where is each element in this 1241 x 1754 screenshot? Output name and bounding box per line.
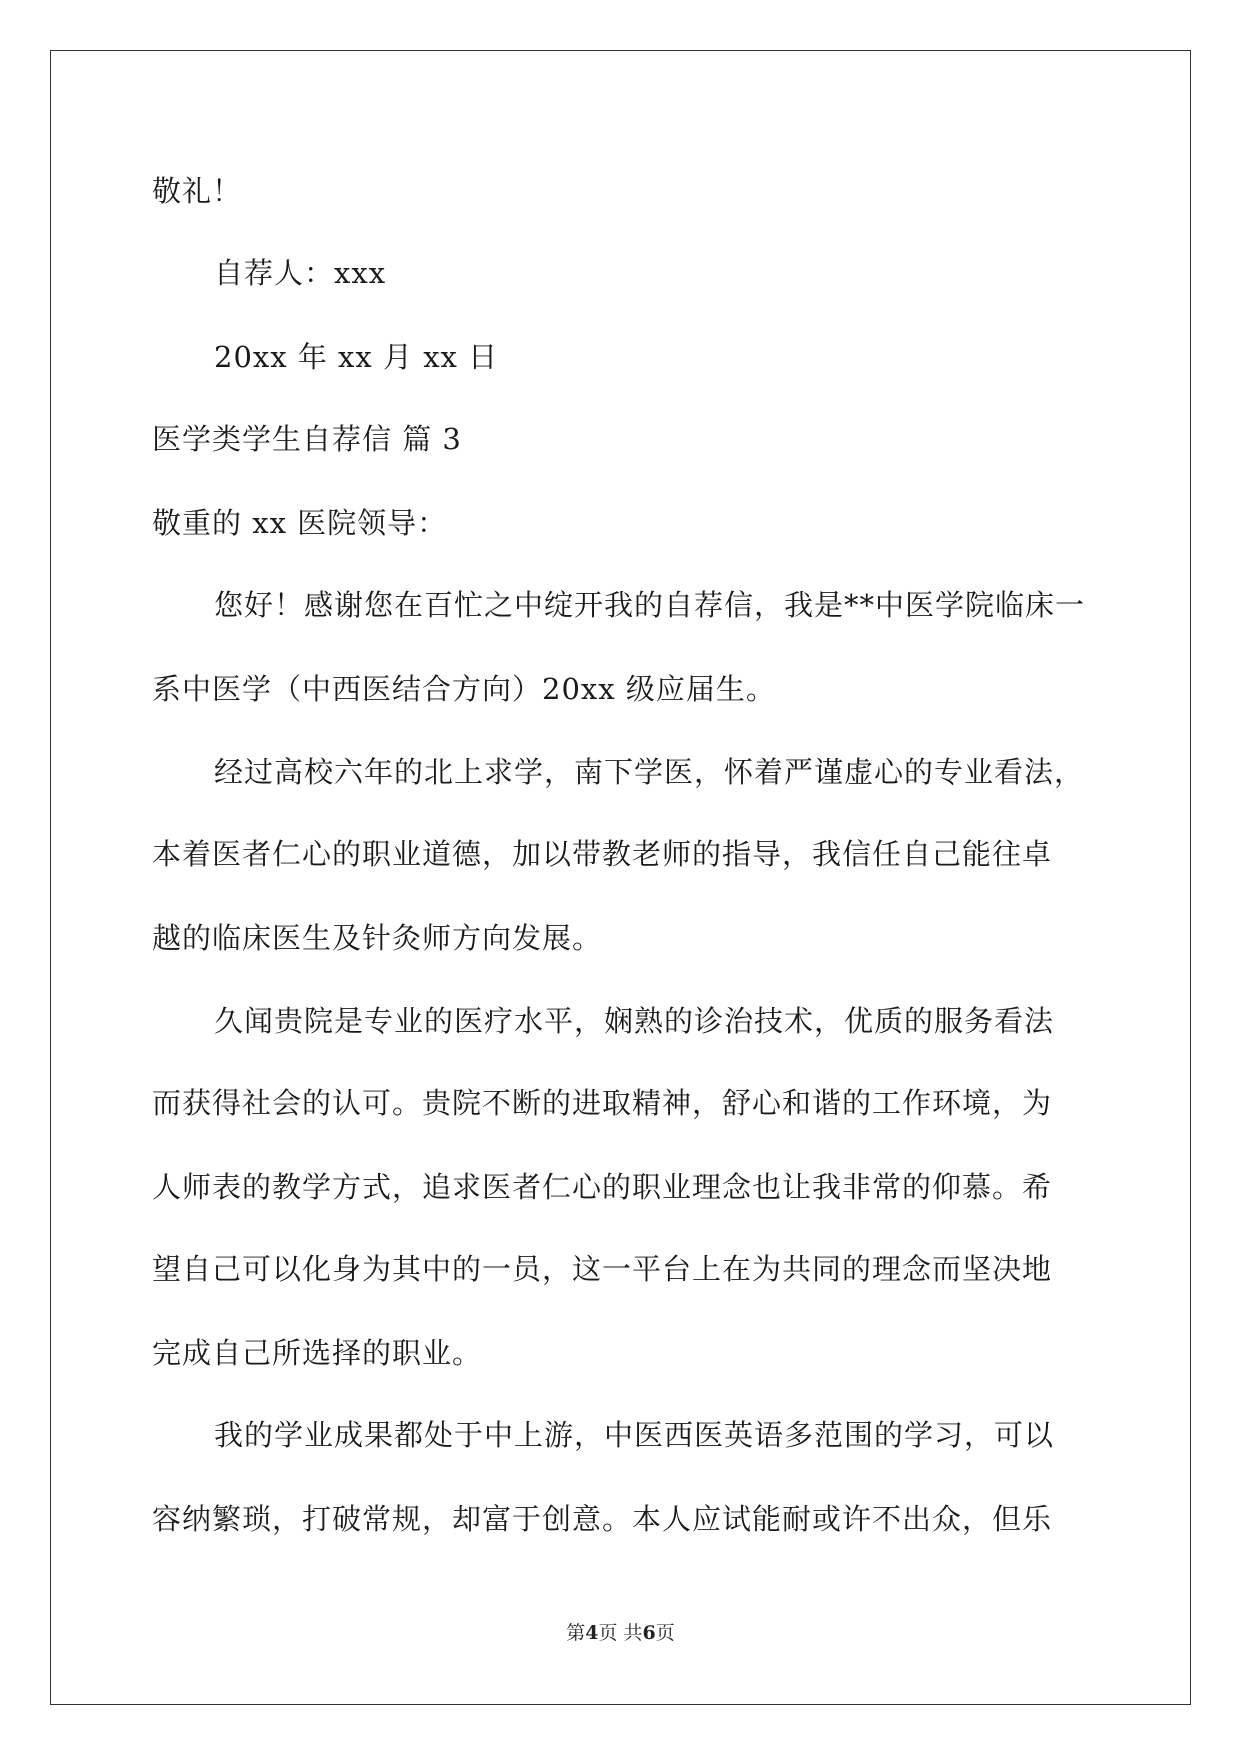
paragraph-line: 我的学业成果都处于中上游，中医西医英语多范围的学习，可以 [214, 1418, 1055, 1452]
closing-salutation: 敬礼！ [152, 174, 243, 208]
signature-date: 20xx 年 xx 月 xx 日 [214, 340, 499, 374]
total-page-number: 6 [642, 1622, 656, 1644]
section-heading: 医学类学生自荐信 篇 3 [152, 422, 462, 456]
paragraph-line: 经过高校六年的北上求学，南下学医，怀着严谨虚心的专业看法， [214, 755, 1085, 789]
paragraph-line: 人师表的教学方式，追求医者仁心的职业理念也让我非常的仰慕。希 [152, 1170, 1053, 1204]
paragraph-line: 越的临床医生及针灸师方向发展。 [152, 921, 603, 955]
page-border [50, 50, 1191, 1705]
footer-mid: 页 共 [598, 1622, 643, 1644]
footer-suffix: 页 [655, 1622, 675, 1644]
paragraph-line: 您好！感谢您在百忙之中绽开我的自荐信，我是**中医学院临床一 [214, 588, 1086, 622]
paragraph-line: 系中医学（中西医结合方向）20xx 级应届生。 [152, 672, 776, 706]
paragraph-line: 容纳繁琐，打破常规，却富于创意。本人应试能耐或许不出众，但乐 [152, 1502, 1053, 1536]
paragraph-line: 望自己可以化身为其中的一员，这一平台上在为共同的理念而坚决地 [152, 1252, 1053, 1286]
footer-prefix: 第 [566, 1622, 586, 1644]
paragraph-line: 久闻贵院是专业的医疗水平，娴熟的诊治技术，优质的服务看法 [214, 1004, 1055, 1038]
current-page-number: 4 [585, 1622, 599, 1644]
greeting-line: 敬重的 xx 医院领导： [152, 506, 448, 540]
paragraph-line: 本着医者仁心的职业道德，加以带教老师的指导，我信任自己能往卓 [152, 837, 1053, 871]
signature-name: 自荐人：xxx [214, 256, 387, 290]
paragraph-line: 完成自己所选择的职业。 [152, 1336, 483, 1370]
page-footer [0, 1621, 1241, 1645]
paragraph-line: 而获得社会的认可。贵院不断的进取精神，舒心和谐的工作环境，为 [152, 1086, 1053, 1120]
